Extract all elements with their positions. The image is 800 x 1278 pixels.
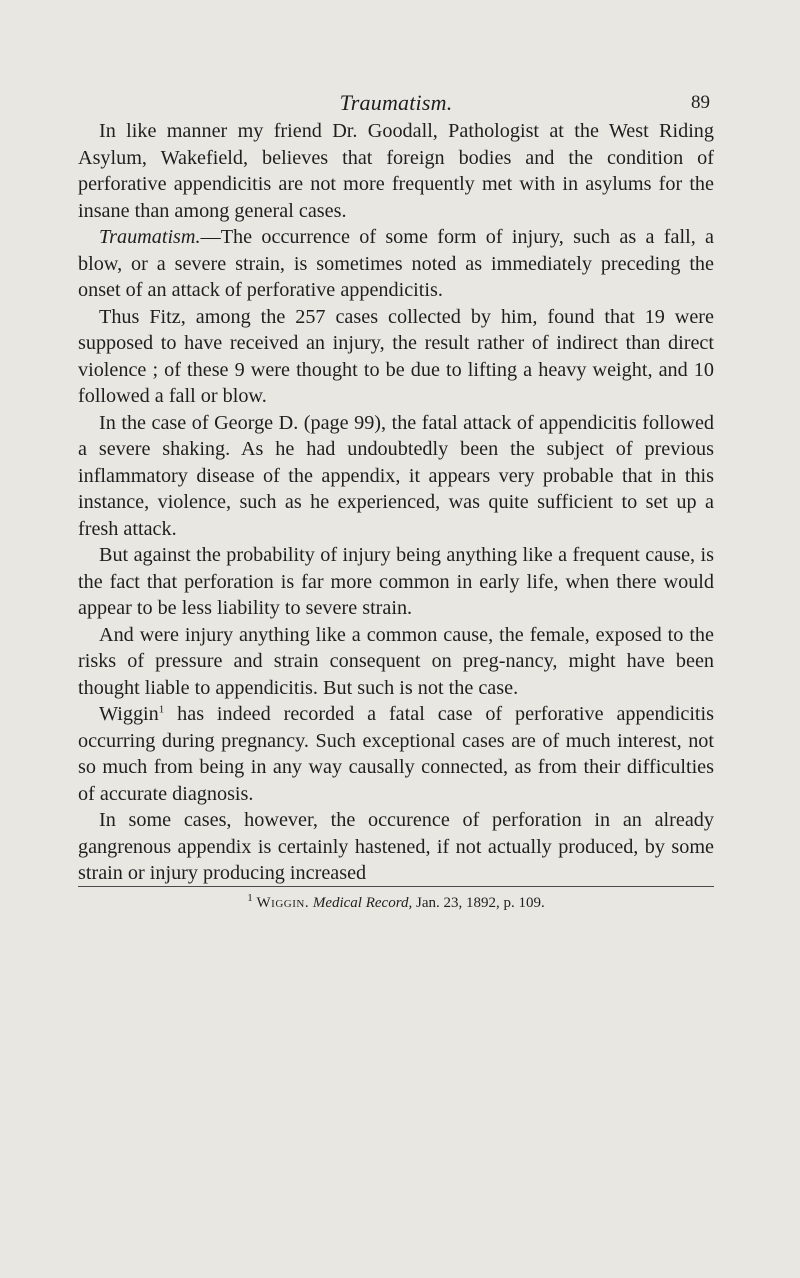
citation-author: Wiggin bbox=[99, 703, 159, 725]
body-text bbox=[78, 118, 714, 887]
paragraph-gangrenous bbox=[78, 807, 714, 887]
paragraph-text: —The occurrence of some form of injury, such as a fall, a blow, or a severe strain, is sometimes noted as immediately preceding the onset of an attack of perforative appendicitis. bbox=[78, 226, 714, 301]
footnote-reference: 1 bbox=[158, 703, 165, 716]
paragraph-goodall bbox=[78, 118, 714, 224]
paragraph-probability bbox=[78, 542, 714, 622]
footnote bbox=[78, 893, 714, 913]
footnote-journal: Medical Record, bbox=[312, 895, 413, 911]
paragraph-text: In some cases, however, the occurence of perforation in an already gangrenous appendix is certainly hastened, if not actually produced, by some strain or injury producing increased bbox=[78, 809, 714, 884]
paragraph-wiggin bbox=[78, 701, 714, 807]
footnote-mark: 1 bbox=[247, 892, 253, 904]
paragraph-text: But against the probability of injury being anything like a frequent cause, is the fact that perforation is far more common in early life, when there would appear to be less liability to severe strain. bbox=[78, 544, 714, 619]
paragraph-text: And were injury anything like a common cause, the female, exposed to the risks of pressure and strain consequent on preg-nancy, might have been thought liable to appendicitis. But such is not the case. bbox=[78, 623, 714, 699]
footnote-divider bbox=[78, 886, 714, 887]
paragraph-female bbox=[78, 622, 714, 702]
paragraph-fitz bbox=[78, 304, 714, 410]
paragraph-text: Thus Fitz, among the 257 cases collected by him, found that 19 were supposed to have received an injury, the result rather of indirect than direct violence ; of these 9 were thought to be due to lifting a heavy weight, and 10 followed a fall or blow. bbox=[78, 305, 714, 407]
running-title: Traumatism. bbox=[339, 90, 453, 115]
footnote-details: Jan. 23, 1892, p. 109. bbox=[412, 895, 545, 911]
page-number: 89 bbox=[691, 92, 710, 113]
paragraph-text: In the case of George D. (page 99), the fatal attack of appendicitis followed a severe shaking. As he had undoubtedly been the subject of previous inflammatory disease of the appendix, it appears very probable that in this instance, violence, such as he experienced, was quite sufficient to set up a fresh attack. bbox=[78, 411, 714, 540]
paragraph-text: In like manner my friend Dr. Goodall, Pathologist at the West Riding Asylum, Wakefield, believes that foreign bodies and the condition of perforative appendicitis are not more frequently met with in asylums for the insane than among general cases. bbox=[78, 120, 714, 222]
paragraph-george bbox=[78, 410, 714, 543]
section-heading: Traumatism. bbox=[99, 226, 201, 248]
running-head bbox=[78, 90, 714, 116]
footnote-author: Wiggin. bbox=[256, 895, 310, 911]
paragraph-text: has indeed recorded a fatal case of perforative appendicitis occurring during pregnancy. Such exceptional cases are of much interest, not so much from being in any way causally connected, as from their difficulties of accurate diagnosis. bbox=[78, 703, 714, 805]
paragraph-traumatism bbox=[78, 224, 714, 304]
